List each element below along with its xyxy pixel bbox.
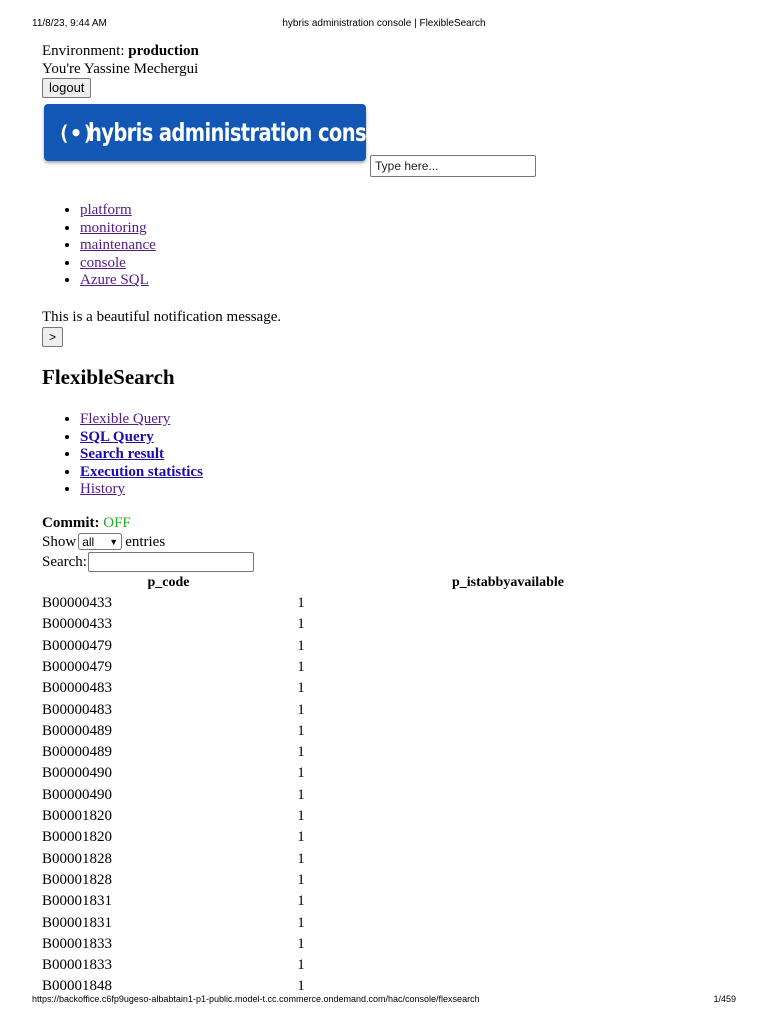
cell-p-istabbyavailable [295,955,721,976]
tab-history[interactable]: History [80,481,125,498]
table-row [42,763,721,784]
cell-p-code: B00001820 [42,808,113,825]
table-row [42,934,721,955]
cell-p-code: B00000433 [42,616,113,633]
column-header-p-code[interactable]: p_code [147,574,190,590]
cell-p-istabbyavailable [295,721,721,742]
cell-p-code: B00000479 [42,658,113,675]
table-row [42,891,721,912]
cell-p-code: B00000483 [42,701,113,718]
table-row [42,870,721,891]
cell-p-istabbyavailable [295,806,721,827]
cell-p-istabbyavailable [295,593,721,614]
cell-p-istabbyavailable [295,785,721,806]
table-row [42,806,721,827]
cell-p-istabbyavailable [295,891,721,912]
cell-p-istabbyavailable [295,742,721,763]
environment-label: Environment: [42,43,125,59]
tab-item-search-result [80,446,732,464]
entries-label: entries [125,533,166,550]
cell-value: 1 [297,765,305,782]
cell-p-istabbyavailable [295,827,721,848]
page-content [42,42,732,998]
nav-item-console [80,255,732,273]
commit-toggle[interactable]: OFF [103,514,131,531]
environment-line [42,42,732,60]
cell-p-istabbyavailable [295,678,721,699]
cell-value: 1 [297,616,305,633]
cell-p-code: B00001820 [42,829,113,846]
tab-sql-query[interactable]: SQL Query [80,428,154,445]
cell-p-code: B00001828 [42,850,113,867]
table-search-label: Search: [42,553,87,570]
cell-p-code: B00000489 [42,744,113,761]
cell-value: 1 [297,658,305,675]
entries-select[interactable] [78,533,122,550]
column-header-p-istabbyavailable[interactable]: p_istabbyavailable [451,574,565,590]
tab-item-execution-statistics [80,464,732,482]
table-row [42,955,721,976]
table-row [42,742,721,763]
tab-item-flexible-query [80,411,732,429]
cell-p-istabbyavailable [295,912,721,933]
table-row [42,614,721,635]
nav-link-maintenance[interactable]: maintenance [80,237,156,254]
table-row [42,657,721,678]
cell-value: 1 [297,701,305,718]
global-search-input[interactable] [370,155,536,177]
nav-link-azure-sql[interactable]: Azure SQL [80,272,149,289]
cell-value: 1 [297,808,305,825]
logo-text: hybris administration console [88,118,398,147]
cell-value: 1 [297,850,305,867]
cell-value: 1 [297,595,305,612]
commit-status [42,514,732,532]
cell-value: 1 [297,914,305,931]
table-search-control [42,552,732,572]
cell-value: 1 [297,637,305,654]
hybris-logo-icon: (•) [58,120,95,145]
environment-value: production [128,43,199,59]
print-header [32,18,736,32]
tab-item-history [80,481,732,499]
cell-p-code: B00000490 [42,765,113,782]
cell-p-code: B00001831 [42,914,113,931]
table-header-row [42,573,721,593]
cell-value: 1 [297,744,305,761]
user-line: You're Yassine Mechergui [42,61,199,77]
print-url: https://backoffice.c6fp9ugeso-albabtain1-p1-public.model-t.cc.commerce.ondemand.com/hac/console/flexsearch [32,994,480,1004]
cell-p-istabbyavailable [295,636,721,657]
print-footer [32,994,736,1008]
print-page-number: 1/459 [713,994,736,1004]
print-datetime: 11/8/23, 9:44 AM [32,18,107,29]
table-row [42,699,721,720]
cell-value: 1 [297,722,305,739]
cell-p-code: B00001833 [42,935,113,952]
cell-p-code: B00001831 [42,893,113,910]
page-title: FlexibleSearch [42,364,175,389]
commit-label: Commit: [42,514,100,531]
tab-flexible-query[interactable]: Flexible Query [80,410,171,427]
cell-p-istabbyavailable [295,870,721,891]
chevron-down-icon: ▼ [109,536,119,547]
tab-search-result[interactable]: Search result [80,446,165,463]
tab-execution-statistics[interactable]: Execution statistics [80,463,203,480]
cell-value: 1 [297,680,305,697]
cell-p-istabbyavailable [295,699,721,720]
main-nav [42,202,732,290]
nav-link-platform[interactable]: platform [80,202,132,218]
cell-p-istabbyavailable [295,849,721,870]
nav-link-console[interactable]: console [80,254,126,271]
cell-p-code: B00000483 [42,680,113,697]
table-row [42,636,721,657]
cell-p-code: B00000489 [42,722,113,739]
table-row [42,678,721,699]
table-row [42,827,721,848]
cell-p-code: B00000490 [42,786,113,803]
cell-value: 1 [297,829,305,846]
nav-item-maintenance [80,237,732,255]
cell-p-istabbyavailable [295,614,721,635]
print-page-title: hybris administration console | FlexibleSearch [282,18,486,29]
nav-link-monitoring[interactable]: monitoring [80,219,147,236]
table-row [42,912,721,933]
cell-p-code: B00001848 [42,978,113,995]
entries-select-value: all [82,534,95,549]
table-row [42,785,721,806]
cell-value: 1 [297,893,305,910]
notification-toggle-button[interactable]: > [42,327,63,347]
cell-p-code: B00001833 [42,957,113,974]
table-body [42,593,721,998]
cell-p-istabbyavailable [295,934,721,955]
cell-p-istabbyavailable [295,657,721,678]
cell-p-istabbyavailable [295,763,721,784]
results-table [42,573,721,998]
notification-message: This is a beautiful notification message. [42,308,282,325]
cell-p-code: B00001828 [42,871,113,888]
logout-button[interactable]: logout [42,78,91,98]
table-search-input[interactable] [88,552,254,572]
cell-value: 1 [297,935,305,952]
cell-value: 1 [297,957,305,974]
show-label: Show [42,533,77,550]
nav-item-monitoring [80,220,732,238]
table-row [42,849,721,870]
hybris-logo[interactable] [44,104,398,161]
show-entries-control [42,532,732,552]
table-row [42,593,721,614]
cell-value: 1 [297,871,305,888]
cell-p-code: B00000479 [42,637,113,654]
flexsearch-tabs [42,411,732,499]
tab-item-sql-query [80,429,732,447]
header-branding [42,104,732,210]
cell-p-code: B00000433 [42,595,113,612]
cell-value: 1 [297,978,305,995]
cell-value: 1 [297,786,305,803]
table-row [42,721,721,742]
nav-item-azure-sql [80,272,732,290]
